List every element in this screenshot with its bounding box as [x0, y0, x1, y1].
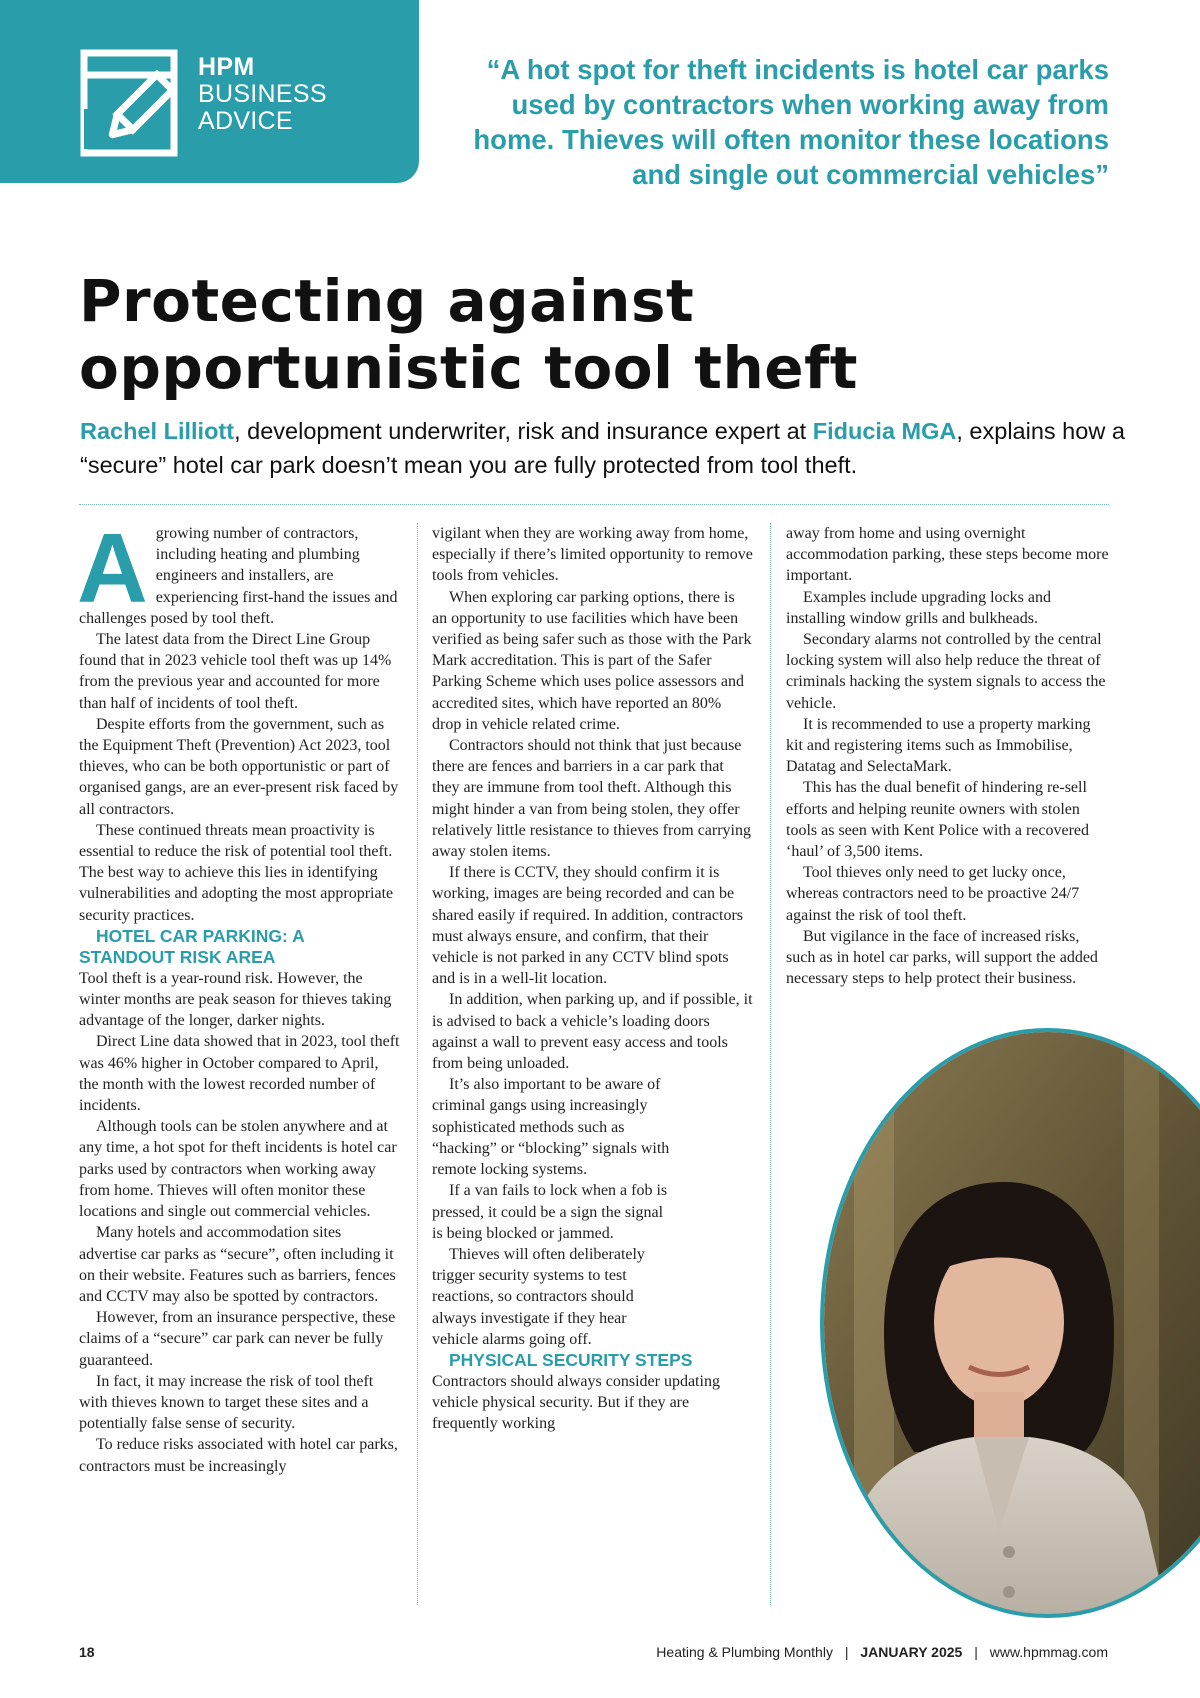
- section-label: [198, 54, 327, 135]
- page-number-text: 18: [79, 1644, 95, 1660]
- paragraph: Secondary alarms not controlled by the central locking system will also help reduce the threat of criminals hacking the system signals to access the vehicle.: [786, 631, 1106, 712]
- footer-credits: [656, 1644, 1108, 1660]
- paragraph: This has the dual benefit of hindering re-sell efforts and helping reunite owners with stolen tools as seen with Kent Police with a recovered ‘haul’ of 3,500 items.: [786, 779, 1090, 861]
- title-line-2: opportunistic tool theft: [79, 334, 859, 402]
- standfirst-summary: , explains how a “secure” hotel car park doesn’t mean you are fully protected from tool theft.: [80, 418, 1125, 478]
- pull-quote: “A hot spot for theft incidents is hotel car parks used by contractors when working away from home. Thieves will often monitor these locations and single out commercial vehicles”: [473, 54, 1109, 190]
- section-label-line3: ADVICE: [198, 107, 293, 135]
- paragraph: Contractors should always consider updating vehicle physical security. But if they are frequently working: [432, 1372, 720, 1433]
- paragraph: The latest data from the Direct Line Group found that in 2023 vehicle tool theft was up 14% from the previous year and accounted for more than half of incidents of tool theft.: [79, 631, 392, 712]
- paragraph: It’s also important to be aware of criminal gangs using increasingly sophisticated methods such as “hacking” or “blocking” signals with remote locking systems.: [432, 1076, 670, 1179]
- paragraph: away from home and using overnight accommodation parking, these steps become more important.: [786, 525, 1109, 585]
- paragraph: [77, 513, 400, 629]
- author-photo: [820, 1028, 1200, 1618]
- issue-date: JANUARY 2025: [860, 1644, 963, 1660]
- portrait-image: [824, 1032, 1200, 1618]
- paragraph: However, from an insurance perspective, these claims of a “secure” car park can never be fully guaranteed.: [79, 1309, 396, 1369]
- paragraph: These continued threats mean proactivity is essential to reduce the risk of potential tool theft. The best way to achieve this lies in identifying vulnerabilities and adopting the most appropriate security practices.: [79, 821, 394, 924]
- paragraph: Thieves will often deliberately trigger security systems to test reactions, so contractors should always investigate if they hear vehicle alarms going off.: [432, 1245, 645, 1348]
- publication-name: Heating & Plumbing Monthly: [656, 1644, 833, 1660]
- section-tab: [0, 0, 419, 183]
- standfirst: [80, 414, 1130, 482]
- page-title: [79, 268, 1119, 402]
- document-pencil-icon: [80, 49, 185, 159]
- paragraph: In addition, when parking up, and if possible, it is advised to back a vehicle’s loading doors against a wall to prevent easy access and tools from being unloaded.: [432, 991, 753, 1073]
- paragraph: Despite efforts from the government, such as the Equipment Theft (Prevention) Act 2023, tool thieves, who can be both opportunistic or part of organised gangs, are an ever-present risk faced by all contractors.: [79, 715, 399, 818]
- section-label-line2: BUSINESS: [198, 80, 327, 108]
- company-name: Fiducia MGA: [812, 418, 957, 444]
- section-label-line1: HPM: [198, 53, 255, 81]
- paragraph: Many hotels and accommodation sites advertise car parks as “secure”, often including it on their website. Features such as barriers, fences and CCTV may also be spotted by contractors.: [79, 1224, 396, 1305]
- website-link[interactable]: www.hpmmag.com: [989, 1644, 1108, 1660]
- paragraph: Contractors should not think that just because there are fences and barriers in a car park that they are immune from tool theft. Although this might hinder a van from being stolen, they offer relatively little resistance to thieves from carrying away stolen items.: [432, 737, 751, 861]
- drop-cap: A: [77, 513, 148, 623]
- subheading: HOTEL CAR PARKING: A STANDOUT RISK AREA: [79, 925, 305, 967]
- footer-separator: |: [974, 1644, 978, 1660]
- paragraph: Tool thieves only need to get lucky once, whereas contractors need to be proactive 24/7 against the risk of tool theft.: [786, 864, 1080, 924]
- paragraph: Examples include upgrading locks and installing window grills and bulkheads.: [786, 588, 1051, 627]
- divider: [79, 504, 1109, 505]
- paragraph: If a van fails to lock when a fob is pressed, it could be a sign the signal is being blocked or jammed.: [432, 1182, 668, 1242]
- title-line-1: Protecting against: [79, 267, 695, 335]
- page-number: [79, 1644, 95, 1660]
- paragraph: When exploring car parking options, there is an opportunity to use facilities which have been verified as being safer such as those with the Park Mark accreditation. This is part of the Safer Parking Scheme which uses police assessors and accredited sites, which have reported an 80% drop in vehicle related crime.: [432, 588, 752, 733]
- paragraph: Tool theft is a year-round risk. However, the winter months are peak season for thieves taking advantage of the longer, darker nights.: [79, 969, 392, 1030]
- column-divider: [770, 523, 771, 1605]
- footer-separator: |: [844, 1644, 849, 1660]
- paragraph: It is recommended to use a property marking kit and registering items such as Immobilise, Datatag and SelectaMark.: [786, 715, 1091, 776]
- article-column-1: [77, 513, 400, 1477]
- column-divider: [417, 523, 418, 1605]
- article-column-3: [786, 523, 1111, 989]
- paragraph: But vigilance in the face of increased risks, such as in hotel car parks, will support the added necessary steps to help protect their business.: [786, 927, 1098, 988]
- paragraph: vigilant when they are working away from home, especially if there’s limited opportunity to remove tools from vehicles.: [432, 525, 753, 585]
- author-role: , development underwriter, risk and insurance expert at: [234, 418, 813, 444]
- paragraph: In fact, it may increase the risk of tool theft with thieves known to target these sites and a potentially false sense of security.: [79, 1372, 374, 1433]
- paragraph: To reduce risks associated with hotel car parks, contractors must be increasingly: [79, 1436, 398, 1475]
- subheading: PHYSICAL SECURITY STEPS: [449, 1349, 693, 1370]
- article-column-2: [432, 523, 753, 1435]
- paragraph: Direct Line data showed that in 2023, tool theft was 46% higher in October compared to April, the month with the lowest recorded number of incidents.: [79, 1033, 400, 1115]
- paragraph-text: growing number of contractors, including heating and plumbing engineers and installers, are experiencing first-hand the issues and challenges posed by tool theft.: [79, 525, 398, 627]
- paragraph: If there is CCTV, they should confirm it is working, images are being recorded and can be shared easily if required. In addition, contractors must always ensure, and confirm, that their vehicle is not parked in any CCTV blind spots and is in a well-lit location.: [432, 864, 743, 988]
- author-name: Rachel Lilliott: [80, 418, 235, 444]
- paragraph: Although tools can be stolen anywhere and at any time, a hot spot for theft incidents is hotel car parks used by contractors when working away from home. Thieves will often monitor these locations and single out commercial vehicles.: [79, 1118, 397, 1221]
